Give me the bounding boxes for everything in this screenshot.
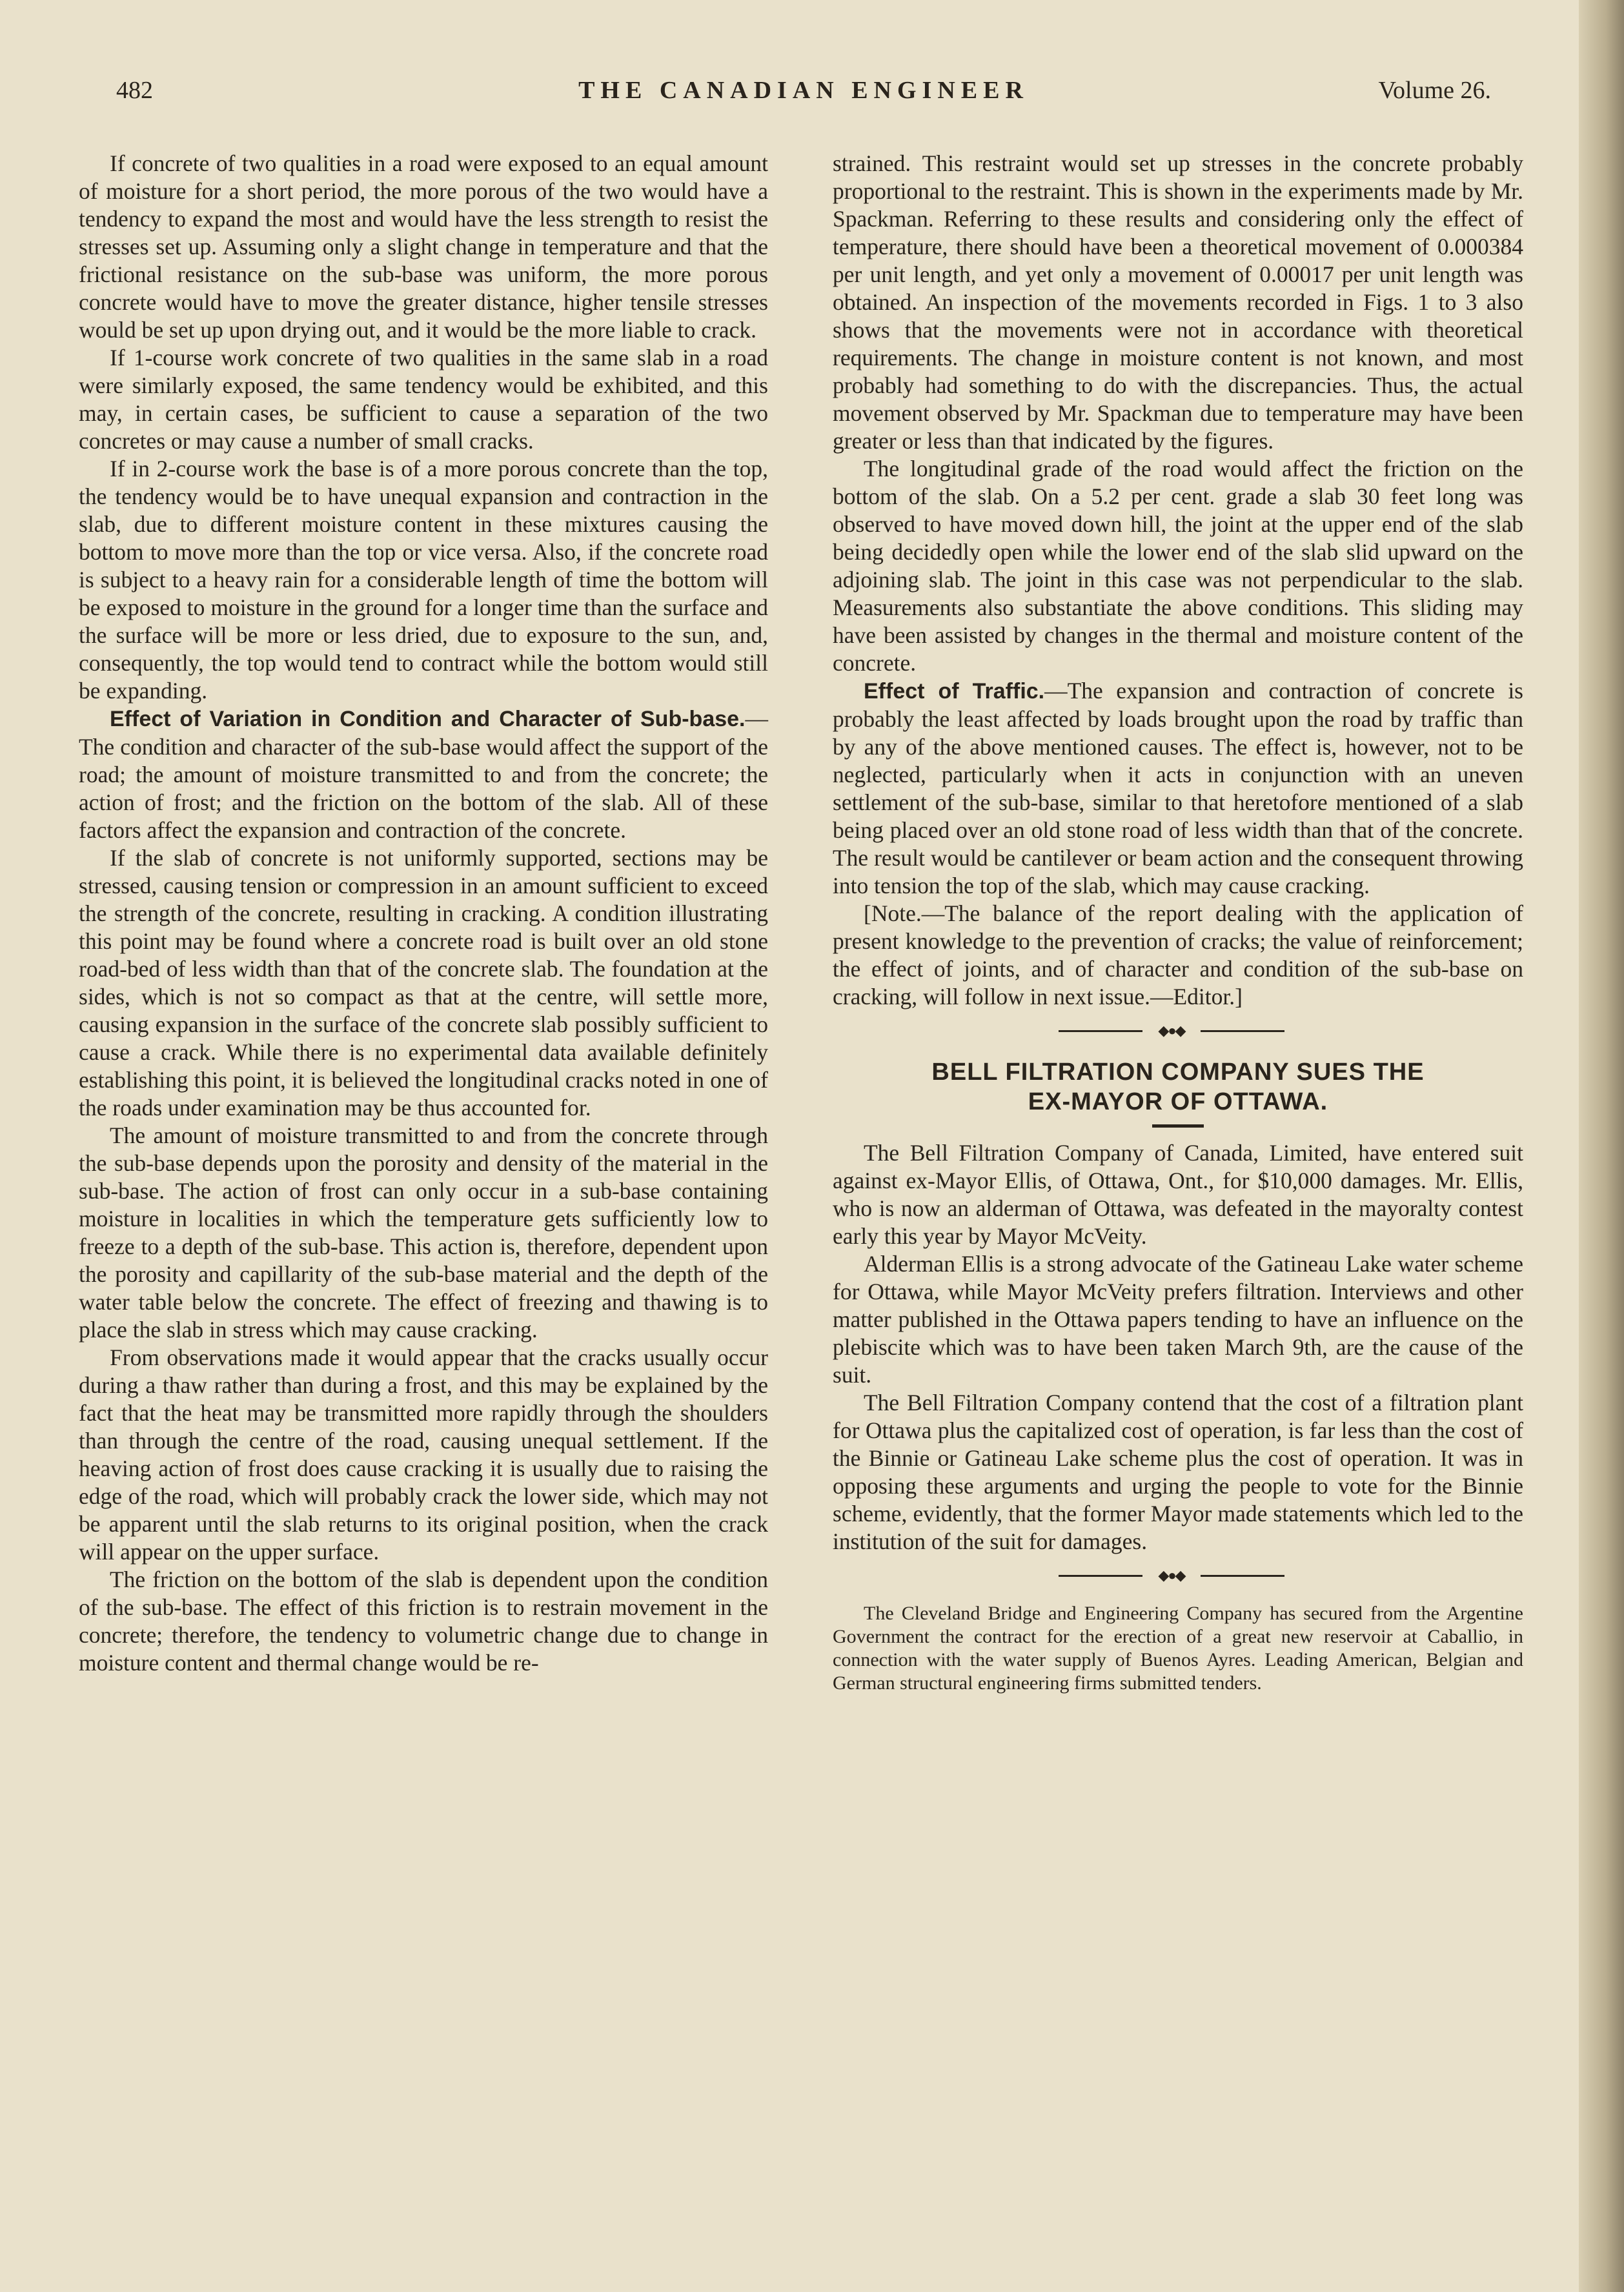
paragraph: If the slab of concrete is not uniformly supported, sections may be stressed, causing tension or compression in an amount sufficient to exceed the strength of the concrete, resulting in cracking. A condition illustrating this point may be found where a concrete road is built over an old stone road-bed of less width than that of the concrete slab. The foundation at the sides, which is not so compact as that at the centre, will settle more, causing expansion in the surface of the concrete slab possibly sufficient to cause a crack. While there is no experimental data available definitely establishing this point, it is believed the longitudinal cracks noted in one of the roads under examination may be thus accounted for. [79, 845, 768, 1121]
divider-ornament-icon: ◆●◆ [1142, 1571, 1201, 1580]
left-column [79, 150, 768, 1677]
page-edge-shadow [1579, 0, 1624, 2292]
section-heading-traffic: Effect of Traffic. [864, 679, 1045, 704]
ornamental-divider [833, 1566, 1523, 1585]
journal-title: THE CANADIAN ENGINEER [578, 77, 1029, 104]
divider-ornament-icon: ◆●◆ [1142, 1026, 1201, 1035]
news-note: The Cleveland Bridge and Engineering Company has secured from the Argentine Government the contract for the erection of a great new reservoir at Caballio, in connection with the water supply of Buenos Ayres. Leading American, Belgian and German structural engineering firms submitted tenders. [833, 1603, 1523, 1694]
paragraph: If in 2-course work the base is of a more porous concrete than the top, the tendency would be to have unequal expansion and contraction in the slab, due to different moisture content in these mixtures causing the bottom to move more than the top or vice versa. Also, if the concrete road is subject to a heavy rain for a considerable length of time the bottom will be exposed to moisture in the ground for a longer time than the surface and the surface will be more or less dried, due to exposure to the sun, and, consequently, the top would tend to contract while the bottom would still be expanding. [79, 456, 768, 704]
section-heading-subbase: Effect of Variation in Condition and Character of Sub-base. [110, 707, 746, 731]
ornamental-divider [833, 1021, 1523, 1040]
article-paragraph: The Bell Filtration Company of Canada, Limited, have entered suit against ex-Mayor Ellis, of Ottawa, Ont., for $10,000 damages. Mr. Ellis, who is now an alderman of Ottawa, was defeated in the mayoralty contest early this year by Mayor McVeity. [833, 1140, 1523, 1249]
subbase-paragraph [79, 705, 768, 844]
paragraph: The amount of moisture transmitted to and from the concrete through the sub-base depends upon the porosity and density of the material in the sub-base. The action of frost can only occur in a sub-base containing moisture in localities in which the temperature gets sufficiently low to freeze to a depth of the sub-base. This action is, therefore, dependent upon the porosity and capillarity of the sub-base material and the depth of the water table below the concrete. The effect of freezing and thawing is to place the slab in stress which may cause cracking. [79, 1122, 768, 1343]
running-header [116, 76, 1491, 115]
traffic-paragraph [833, 677, 1523, 900]
traffic-text: —The expansion and contraction of concrete is probably the least affected by loads brought upon the road by traffic than by any of the above mentioned causes. The effect is, however, not to be neglected, particularly when it acts in conjunction with an uneven settlement of the sub-base, similar to that heretofore mentioned of a slab being placed over an old stone road of less width than that of the concrete. The result would be cantilever or beam action and the consequent throwing into tension the top of the slab, which may cause cracking. [833, 678, 1523, 898]
article-paragraph: The Bell Filtration Company contend that the cost of a filtration plant for Ottawa plus the capitalized cost of operation, is far less than the cost of the Binnie or Gatineau Lake scheme plus the cost of operation. It was in opposing these arguments and urging the people to vote for the Binnie scheme, evidently, that the former Mayor made statements which led to the institution of the suit for damages. [833, 1390, 1523, 1554]
right-column [833, 150, 1523, 1695]
paragraph: If 1-course work concrete of two qualities in the same slab in a road were similarly exposed, the same tendency would be exhibited, and this may, in certain cases, be sufficient to cause a separation of the two concretes or may cause a number of small cracks. [79, 345, 768, 454]
paragraph: strained. This restraint would set up stresses in the concrete probably proportional to the restraint. This is shown in the experiments made by Mr. Spackman. Referring to these results and considering only the effect of temperature, there should have been a theoretical movement of 0.000384 per unit length, and yet only a movement of 0.00017 per unit length was obtained. An inspection of the movements recorded in Figs. 1 to 3 also shows that the movements were not in accordance with theoretical requirements. The change in moisture content is not known, and most probably had something to do with the discrepancies. Thus, the actual movement observed by Mr. Spackman due to temperature may have been greater or less than that indicated by the figures. [833, 150, 1523, 454]
paragraph: If concrete of two qualities in a road were exposed to an equal amount of moisture for a short period, the more porous of the two would have a tendency to expand the most and would have the less strength to resist the stresses set up. Assuming only a slight change in temperature and that the frictional resistance on the sub-base was uniform, the more porous concrete would have to move the greater distance, higher tensile stresses would be set up upon drying out, and it would be the more liable to crack. [79, 150, 768, 343]
volume-label: Volume 26. [1378, 77, 1491, 104]
article-title-line-2: EX-MAYOR OF OTTAWA. [1028, 1088, 1328, 1115]
article-paragraph: Alderman Ellis is a strong advocate of the Gatineau Lake water scheme for Ottawa, while Mayor McVeity prefers filtration. Interviews and other matter published in the Ottawa papers tending to have an influence on the plebiscite which was to have been taken March 9th, are the cause of the suit. [833, 1251, 1523, 1388]
paragraph: From observations made it would appear that the cracks usually occur during a thaw rather than during a frost, and this may be explained by the fact that the heat may be transmitted more rapidly through the shoulders than through the centre of the road, causing unequal settlement. If the heaving action of frost does cause cracking it is usually due to raising the edge of the road, which will probably crack the lower side, which may not be apparent until the slab returns to its original position, when the crack will appear on the upper surface. [79, 1344, 768, 1565]
title-underline [1152, 1124, 1204, 1128]
article-title-line-1: BELL FILTRATION COMPANY SUES THE [931, 1059, 1425, 1086]
editor-note: [Note.—The balance of the report dealing with the application of present knowledge to the prevention of cracks; the value of reinforcement; the effect of joints, and of character and condition of the sub-base on cracking, will follow in next issue.—Editor.] [833, 900, 1523, 1009]
paragraph: The longitudinal grade of the road would affect the friction on the bottom of the slab. On a 5.2 per cent. grade a slab 30 feet long was observed to have moved down hill, the joint at the upper end of the slab being decidedly open while the lower end of the slab slid upward on the adjoining slab. The joint in this case was not perpendicular to the slab. Measurements also substantiate the above conditions. This sliding may have been assisted by changes in the thermal and moisture content of the concrete. [833, 456, 1523, 676]
paragraph: The friction on the bottom of the slab is dependent upon the condition of the sub-base. The effect of this friction is to restrain movement in the concrete; therefore, the tendency to volumetric change due to change in moisture content and thermal change would be re- [79, 1567, 768, 1676]
page-number: 482 [116, 77, 153, 104]
article-title [833, 1057, 1523, 1117]
subbase-text: —The condition and character of the sub-base would affect the support of the road; the amount of moisture transmitted to and from the concrete; the action of frost; and the friction on the bottom of the slab. All of these factors affect the expansion and contraction of the concrete. [79, 705, 768, 843]
